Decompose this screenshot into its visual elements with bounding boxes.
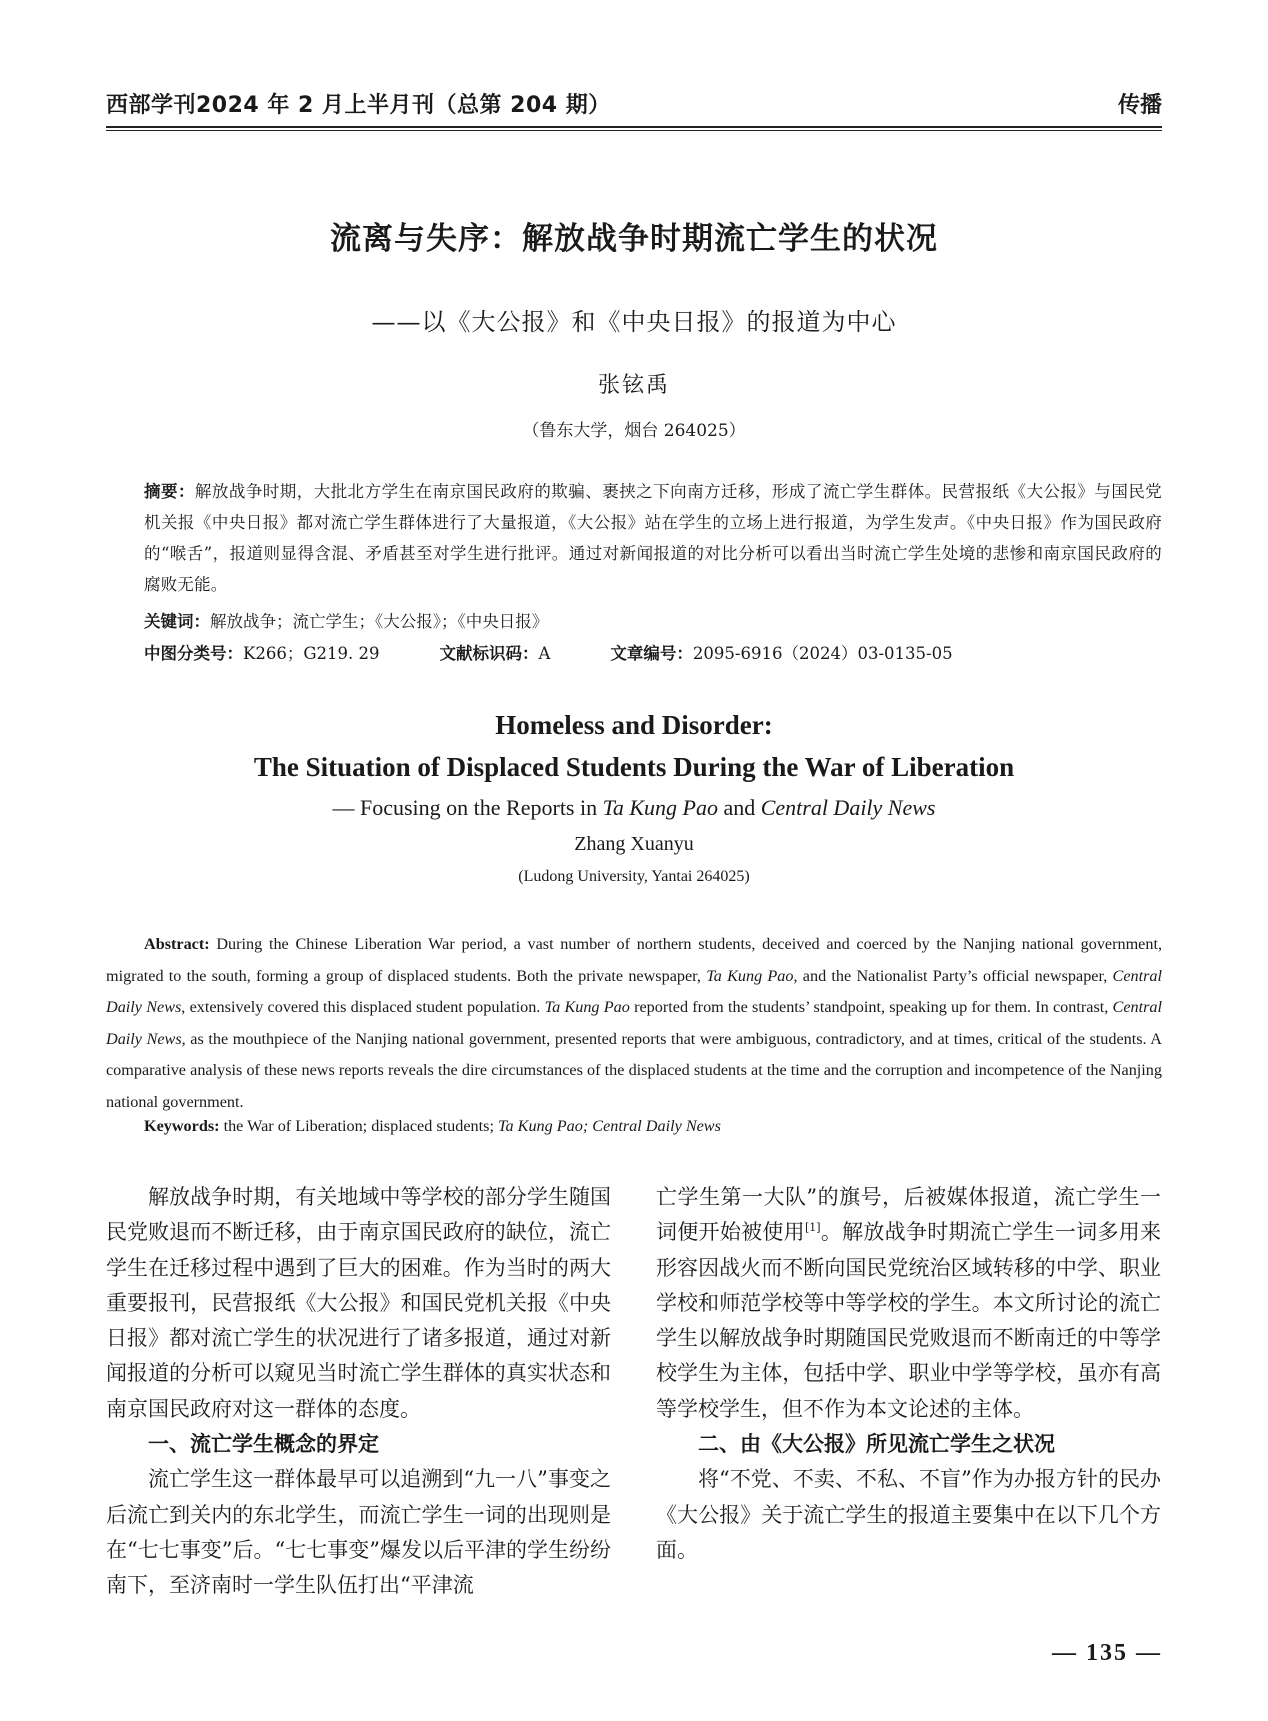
citation-ref[interactable]: [1]	[804, 1221, 821, 1235]
body-paragraph: 将“不党、不卖、不私、不盲”作为办报方针的民办《大公报》关于流亡学生的报道主要集中在以下几个方面。	[656, 1467, 1161, 1562]
abstract-en-text: , and the Nationalist Party’s official newspaper,	[793, 966, 1113, 985]
journal-header: 西部学刊2024 年 2 月上半月刊（总第 204 期）	[106, 93, 611, 118]
section-label: 传播	[1117, 93, 1162, 118]
abstract-en-italic: Ta Kung Pao	[706, 966, 794, 985]
subtitle-en-part: and	[717, 795, 761, 820]
section-heading-1: 一、流亡学生概念的界定	[148, 1432, 379, 1457]
abstract-en-text: During the Chinese Liberation War period, a vast number of northern students, deceived and coerced by the Nanjing national government, migrated to the south, forming a group of displaced students. Both the private newspaper,	[106, 935, 1162, 985]
body-paragraph: 流亡学生这一群体最早可以追溯到“九一八”事变之后流亡到关内的东北学生，而流亡学生一词的出现则是在“七七事变”后。“七七事变”爆发以后平津的学生纷纷南下，至济南时一学生队伍打出“平津流	[106, 1467, 611, 1598]
author-en: Zhang Xuanyu	[574, 833, 694, 855]
doc-code-value: A	[538, 644, 551, 663]
body-column-right	[656, 1180, 1161, 1568]
body-text: 亡学生第一大队”的旗号，后被媒体报道，流亡学生一词便开始被使用	[656, 1185, 1161, 1245]
keywords-en-text: the War of Liberation; displaced students;	[219, 1117, 498, 1135]
keywords-en-label: Keywords:	[144, 1117, 220, 1135]
classification-line	[144, 640, 953, 664]
subtitle-en-part: — Focusing on the Reports in	[332, 795, 603, 820]
abstract-cn-label: 摘要：	[144, 482, 195, 501]
title-en-line2: The Situation of Displaced Students During the War of Liberation	[253, 752, 1015, 782]
abstract-en-label: Abstract:	[144, 935, 210, 953]
header-rule	[106, 126, 1162, 128]
affiliation-en: (Ludong University, Yantai 264025)	[518, 868, 750, 885]
section-heading-2: 二、由《大公报》所见流亡学生之状况	[698, 1432, 1055, 1457]
subtitle-en-italic: Central Daily News	[760, 795, 936, 820]
author-cn: 张铉禹	[597, 373, 670, 398]
keywords-en-italic: Ta Kung Pao; Central Daily News	[498, 1117, 721, 1135]
subtitle-cn: ——以《大公报》和《中央日报》的报道为中心	[371, 308, 897, 336]
abstract-en-text: , extensively covered this displaced student population.	[181, 998, 545, 1016]
subtitle-en-italic: Ta Kung Pao	[602, 795, 718, 820]
body-paragraph	[656, 1180, 1161, 1427]
clc-value: K266；G219. 29	[243, 644, 380, 663]
keywords-en	[144, 1117, 721, 1136]
article-number-label: 文章编号：	[610, 644, 693, 663]
abstract-en	[106, 929, 1162, 1118]
page-number: — 135 —	[1052, 1640, 1162, 1666]
abstract-en-italic: Central Daily News	[106, 998, 1163, 1048]
doc-code-label: 文献标识码：	[439, 644, 539, 663]
abstract-en-text: reported from the students’ standpoint, speaking up for them. In contrast,	[629, 998, 1113, 1016]
body-column-left	[106, 1180, 611, 1604]
abstract-en-italic: Central Daily News	[106, 966, 1162, 1016]
title-en-line1: Homeless and Disorder:	[495, 710, 773, 740]
keywords-cn	[144, 608, 548, 632]
title-cn: 流离与失序：解放战争时期流亡学生的状况	[330, 221, 938, 257]
keywords-cn-text: 解放战争；流亡学生；《大公报》；《中央日报》	[210, 612, 549, 631]
body-text: 。解放战争时期流亡学生一词多用来形容因战火而不断向国民党统治区域转移的中学、职业学校和师范学校等中等学校的学生。本文所讨论的流亡学生以解放战争时期随国民党败退而不断南迁的中等学校学生为主体，包括中学、职业中学等学校，虽亦有高等学校学生，但不作为本文论述的主体。	[656, 1220, 1162, 1421]
abstract-en-text: , as the mouthpiece of the Nanjing national government, presented reports that were ambiguous, contradictory, and at times, critical of the students. A comparative analysis of these news reports reveals the dire circumstances of the displaced students at the time and the corruption and incompetence of the Nanjing national government.	[106, 1029, 1163, 1111]
clc-label: 中图分类号：	[144, 644, 243, 663]
keywords-cn-label: 关键词：	[144, 612, 210, 631]
header-rule-thin	[106, 130, 1162, 131]
abstract-en-italic: Ta Kung Pao	[544, 998, 630, 1016]
article-number-value: 2095-6916（2024）03-0135-05	[692, 644, 953, 663]
affiliation-cn: （鲁东大学，烟台 264025）	[522, 421, 746, 441]
subtitle-en	[106, 795, 1162, 821]
abstract-cn	[144, 476, 1162, 600]
body-paragraph: 解放战争时期，有关地域中等学校的部分学生随国民党败退而不断迁移，由于南京国民政府的缺位，流亡学生在迁移过程中遇到了巨大的困难。作为当时的两大重要报刊，民营报纸《大公报》和国民党机关报《中央日报》都对流亡学生的状况进行了诸多报道，通过对新闻报道的分析可以窥见当时流亡学生群体的真实状态和南京国民政府对这一群体的态度。	[106, 1185, 611, 1421]
abstract-cn-text: 解放战争时期，大批北方学生在南京国民政府的欺骗、裹挟之下向南方迁移，形成了流亡学生群体。民营报纸《大公报》与国民党机关报《中央日报》都对流亡学生群体进行了大量报道，《大公报》站在学生的立场上进行报道，为学生发声。《中央日报》作为国民政府的“喉舌”，报道则显得含混、矛盾甚至对学生进行批评。通过对新闻报道的对比分析可以看出当时流亡学生处境的悲惨和南京国民政府的腐败无能。	[144, 482, 1162, 594]
